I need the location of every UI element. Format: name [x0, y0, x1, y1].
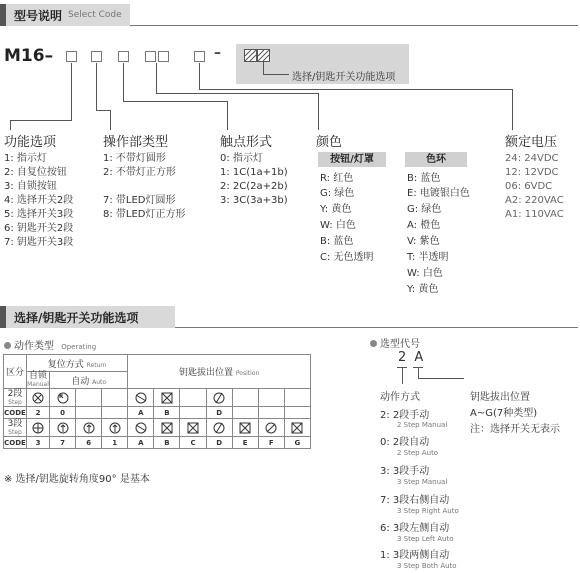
code-cell: A [128, 407, 154, 419]
action-mode-item-en: 3 Step Manual [397, 478, 448, 486]
icon-cell [27, 419, 50, 437]
icon-cell [102, 419, 128, 437]
code-cell [284, 407, 310, 419]
connector-line [418, 378, 464, 379]
key-position-title: 钥匙拔出位置 [470, 392, 530, 403]
section-header-switch-options [0, 306, 175, 328]
icon-cell [258, 419, 284, 437]
empty-cell [258, 389, 284, 407]
code-cell: A [128, 437, 154, 449]
connector-line [110, 110, 111, 130]
code-cell: E [232, 437, 258, 449]
rotation-note: ※ 选择/钥匙旋转角度90° 是基本 [4, 474, 150, 485]
code-cell: 6 [76, 437, 102, 449]
action-mode-item-en: 3 Step Right Auto [397, 507, 459, 515]
code-box-function [66, 51, 77, 62]
icon-cell [50, 389, 76, 407]
switch-option-label: 选择/钥匙开关功能选项 [292, 72, 396, 83]
connector-line [418, 368, 419, 378]
connector-line [199, 89, 512, 90]
code-box-voltage [194, 51, 205, 62]
connector-line [227, 101, 228, 130]
code-cell [76, 407, 102, 419]
action-mode-title: 动作方式 [380, 392, 420, 403]
function-item: 6: 钥匙开关2段 [4, 223, 74, 234]
bullet-icon [4, 342, 11, 349]
return-label-en: Return [86, 361, 107, 369]
ring-color-item: T: 半透明 [407, 252, 449, 263]
icon-cell [206, 419, 232, 437]
code-box-contact [118, 51, 129, 62]
step-label: Step [8, 429, 22, 436]
code-box-color-ring [158, 51, 169, 62]
lock-header [27, 372, 50, 389]
operation-title: 操作部类型 [103, 135, 169, 150]
circle-arrow-icon [57, 392, 69, 404]
section-subtitle: Select Code [68, 10, 122, 20]
row-2step-label [4, 389, 27, 407]
connector-line [10, 120, 11, 130]
function-item: 5: 选择开关3段 [4, 209, 74, 220]
connector-line [156, 93, 318, 94]
icon-cell [284, 419, 310, 437]
code-cell: D [206, 407, 232, 419]
code-box-color-button [145, 51, 156, 62]
function-item: 1: 指示灯 [4, 153, 47, 164]
button-color-item: Y: 黄色 [320, 204, 352, 215]
action-type-table [3, 354, 311, 449]
action-mode-item: 7: 3段右侧自动 [380, 495, 450, 506]
code-cell: B [154, 437, 180, 449]
function-title: 功能选项 [4, 135, 57, 150]
code-cell [180, 407, 206, 419]
circle-arrow-icon [57, 422, 69, 434]
code-cell [232, 407, 258, 419]
hatched-box-icon [244, 49, 270, 63]
voltage-item: A1: 110VAC [505, 209, 564, 220]
code-cell: 0 [50, 407, 76, 419]
ring-color-header: 色环 [405, 152, 467, 167]
ring-color-item: A: 橙色 [407, 220, 441, 231]
section-divider [175, 327, 578, 328]
connector-line [263, 74, 289, 75]
row-2step: 2段 [7, 389, 23, 399]
button-color-item: W: 白色 [320, 220, 356, 231]
auto-header [50, 372, 128, 389]
square-x-icon [291, 422, 303, 434]
voltage-item: 24: 24VDC [505, 153, 559, 164]
circle-arrow-icon [109, 422, 121, 434]
zone-cell: 区分 [4, 355, 27, 389]
connector-line [199, 63, 200, 89]
ring-color-item: Y: 黄色 [407, 284, 439, 295]
operation-item: 1: 不带灯圆形 [103, 153, 166, 164]
manual-label: Manual [27, 381, 49, 388]
selection-code-example: 2 A [398, 350, 426, 365]
empty-cell [76, 389, 102, 407]
return-label: 复位方式 [47, 359, 84, 370]
circle-arrow-icon [83, 422, 95, 434]
operation-item: 7: 带LED灯圆形 [103, 195, 176, 206]
function-item: 7: 钥匙开关3段 [4, 237, 74, 248]
key-position-range: A~G(7种类型) [470, 408, 538, 419]
section-header-select-code [0, 4, 130, 26]
code-cell: C [180, 437, 206, 449]
key-position-label: 钥匙拔出位置 [179, 368, 234, 378]
connector-line [10, 120, 72, 121]
code-cell: 2 [27, 407, 50, 419]
ring-color-item: B: 蓝色 [407, 173, 441, 184]
connector-line [71, 63, 72, 120]
square-x-icon [187, 422, 199, 434]
voltage-item: 06: 6VDC [505, 181, 553, 192]
connector-line [512, 89, 513, 130]
model-dash: – [214, 45, 221, 61]
selection-code-heading [370, 335, 420, 350]
switch-option-box [236, 44, 409, 84]
code-cell: G [284, 437, 310, 449]
icon-cell [206, 389, 232, 407]
action-mode-item: 3: 3段手动 [380, 466, 430, 477]
model-prefix: M16– [4, 46, 54, 66]
color-title: 颜色 [316, 135, 343, 150]
ring-color-item: E: 电镀银白色 [407, 188, 470, 199]
icon-cell [232, 419, 258, 437]
section-divider [130, 25, 578, 26]
contact-item: 0: 指示灯 [220, 153, 263, 164]
bullet-icon [370, 340, 377, 347]
function-item: 4: 选择开关2段 [4, 195, 74, 206]
ring-color-item: V: 紫色 [407, 236, 440, 247]
action-type-heading [4, 337, 96, 352]
icon-cell [128, 389, 154, 407]
rotated-slot-icon [135, 392, 147, 404]
ring-color-item: W: 白色 [407, 268, 443, 279]
action-mode-item: 1: 3段两侧自动 [380, 550, 450, 561]
action-type-title: 动作类型 [14, 341, 54, 352]
action-mode-item: 2: 2段手动 [380, 410, 430, 421]
empty-cell [180, 389, 206, 407]
connector-line [402, 368, 403, 384]
code-cell: 1 [102, 437, 128, 449]
contact-item: 2: 2C(2a+2b) [220, 181, 288, 192]
contact-title: 触点形式 [220, 135, 273, 150]
code-cell: 7 [50, 437, 76, 449]
button-color-header: 按钮/灯罩 [318, 152, 386, 167]
action-type-subtitle: Operating [61, 343, 97, 351]
section-title: 选择/钥匙开关功能选项 [14, 310, 139, 325]
empty-cell [284, 389, 310, 407]
return-header [27, 355, 128, 372]
action-mode-item-en: 2 Step Auto [397, 449, 439, 457]
section-title: 型号说明 [14, 8, 63, 23]
code-cell: 3 [27, 437, 50, 449]
square-x-icon [161, 392, 173, 404]
voltage-item: 12: 12VDC [505, 167, 559, 178]
function-item: 2: 自复位按钮 [4, 167, 67, 178]
square-x-icon [161, 422, 173, 434]
ring-color-item: G: 绿色 [407, 204, 442, 215]
auto-label: 自动 [71, 376, 90, 387]
square-x-icon [239, 422, 251, 434]
operation-item: 8: 带LED灯正方形 [103, 209, 186, 220]
contact-item: 1: 1C(1a+1b) [220, 167, 288, 178]
rotated-slot-icon [213, 422, 225, 434]
rotated-slot-icon [213, 392, 225, 404]
code-cell [258, 407, 284, 419]
rotated-slot-icon [135, 422, 147, 434]
row-3step-label [4, 419, 27, 437]
key-position-header [128, 355, 311, 389]
circle-cross-icon [32, 422, 44, 434]
code-cell: B [154, 407, 180, 419]
action-mode-item-en: 2 Step Manual [397, 421, 448, 429]
lock-label: 自锁 [28, 371, 47, 381]
key-position-note: 注：选择开关无表示 [470, 424, 560, 435]
key-position-label-en: Position [235, 370, 260, 377]
auto-label-en: Auto [92, 378, 107, 386]
contact-item: 3: 3C(3a+3b) [220, 195, 288, 206]
code-cell: D [206, 437, 232, 449]
icon-cell [50, 419, 76, 437]
voltage-item: A2: 220VAC [505, 195, 564, 206]
connector-line [263, 62, 264, 74]
function-item: 3: 自锁按钮 [4, 181, 57, 192]
circle-x-icon [32, 392, 44, 404]
code-box-operation [91, 51, 102, 62]
code-label: CODE [4, 438, 26, 447]
operation-item: 2: 不带灯正方形 [103, 167, 176, 178]
connector-line [156, 63, 157, 93]
icon-cell [128, 419, 154, 437]
voltage-title: 额定电压 [505, 135, 558, 150]
empty-cell [102, 389, 128, 407]
empty-cell [232, 389, 258, 407]
action-mode-item-en: 3 Step Both Auto [397, 562, 457, 570]
action-mode-item-en: 3 Step Left Auto [397, 535, 454, 543]
icon-cell [154, 389, 180, 407]
icon-cell [76, 419, 102, 437]
step-label: Step [8, 399, 22, 406]
connector-line [96, 110, 110, 111]
icon-cell [180, 419, 206, 437]
connector-line [96, 63, 97, 110]
action-mode-item: 6: 3段左侧自动 [380, 523, 450, 534]
action-mode-item: 0: 2段自动 [380, 437, 430, 448]
code-label: CODE [4, 408, 26, 417]
button-color-item: G: 绿色 [320, 188, 355, 199]
button-color-item: R: 红色 [320, 173, 354, 184]
connector-line [123, 101, 227, 102]
connector-line [123, 63, 124, 101]
row-3step: 3段 [7, 419, 23, 429]
selection-code-title: 选型代号 [380, 339, 420, 350]
code-cell [102, 407, 128, 419]
button-color-item: B: 蓝色 [320, 236, 354, 247]
connector-line [318, 93, 319, 130]
code-cell: F [258, 437, 284, 449]
button-color-item: C: 无色透明 [320, 252, 374, 263]
rotated-slot-icon [265, 422, 277, 434]
icon-cell [154, 419, 180, 437]
icon-cell [27, 389, 50, 407]
